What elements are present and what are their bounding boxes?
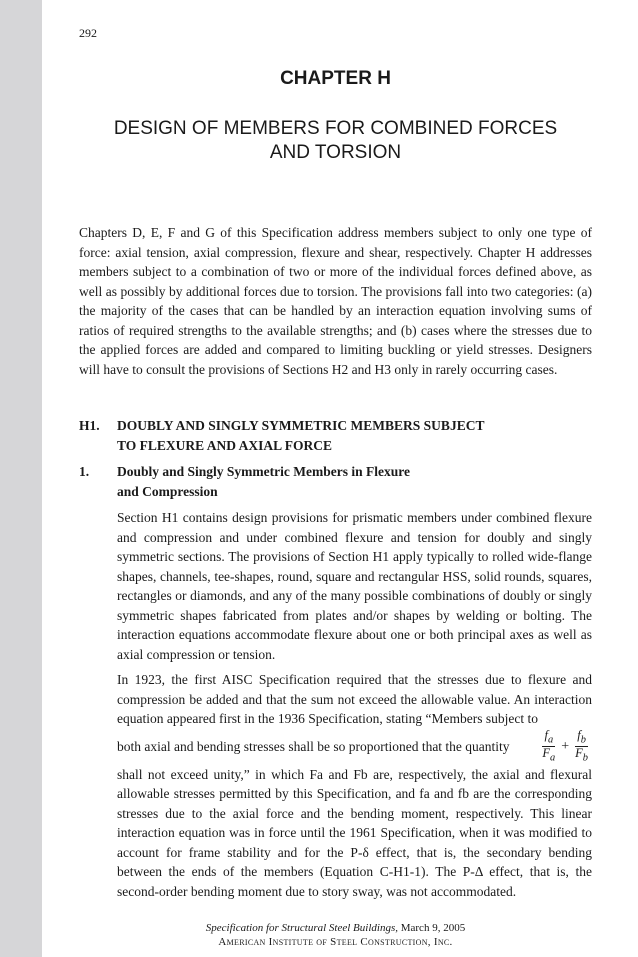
footer-date: March 9, 2005 [400,922,466,934]
section-h1-number: H1. [79,418,100,433]
footer-citation [79,921,592,935]
section-1-heading [79,462,592,502]
paragraph-history-part2: shall not exceed unity,” in which Fa and Fb are, respectively, the axial and flexural allowable stresses permitted by this Specification, and fa and fb are the corresponding stresses due to the axial force and the bending moment, respectively. This linear interaction equation was in force until the 1961 Specification, when it was modified to account for frame stability and for the P-δ effect, that is, the secondary bending between the ends of the members (Equation C-H1-1). The P-Δ effect, that is, the second-order bending moment due to story sway, was not accommodated. [117,766,592,899]
interaction-formula [540,729,590,765]
chapter-title: CHAPTER H [280,68,391,89]
page-margin-bar [0,0,42,957]
chapter-subtitle-line1: DESIGN OF MEMBERS FOR COMBINED FORCES [113,118,558,139]
footer-spec-title: Specification for Structural Steel Buildings, [205,922,398,934]
paragraph-section-h1: Section H1 contains design provisions for prismatic members under combined flexure and compression and under combined flexure and tension for doubly and singly symmetric sections. The provisions of Section H1 apply typically to rolled wide-flange shapes, channels, tee-shapes, round, square and rectangular HSS, solid rounds, squares, rectangles or diamonds, and any of the many possible combinations of doubly or singly symmetric shapes fabricated from plates and/or shapes by welding or bolting. The interaction equations accommodate flexure about one or both principal axes as well as axial compression or tension. [117,510,592,662]
section-1-title-line1: Doubly and Singly Symmetric Members in Flexure [117,464,410,479]
footer-organization: American Institute of Steel Construction, Inc. [218,936,453,948]
page-number: 292 [79,26,97,40]
section-1-title-line2: and Compression [117,484,218,499]
chapter-subtitle [79,117,592,165]
chapter-subtitle-line2: AND TORSION [269,142,402,163]
formula-lead-text: both axial and bending stresses shall be so proportioned that the quantity [117,738,510,754]
section-1-number: 1. [79,464,90,479]
fraction-fa-over-Fa: $\frac{f_a}{F_a}$ [542,727,556,764]
intro-paragraph: Chapters D, E, F and G of this Specification address members subject to only one type of force: axial tension, axial compression, flexure and shear, respectively. Chapter H addresses members subject to a combination of two or more of the individual forces defined above, as well as possibly by additional forces due to torsion. The provisions fall into two categories: (a) the majority of the cases that can be handled by an interaction equation involving sums of ratios of required strengths to the available strengths; and (b) cases where the stresses due to the applied forces are added and compared to limiting buckling or yield stresses. Designers will have to consult the provisions of Sections H2 and H3 only in rarely occurring cases. [79,225,592,377]
fraction-fb-over-Fb: $\frac{f_b}{F_b}$ [575,727,588,764]
paragraph-history-part1: In 1923, the first AISC Specification required that the stresses due to flexure and compression be added and that the sum not exceed the allowable value. An interaction equation appeared first in the 1936 Specification, stating “Members subject to [117,672,592,726]
section-h1-title-line1: DOUBLY AND SINGLY SYMMETRIC MEMBERS SUBJECT [117,418,485,433]
page-footer [79,921,592,949]
plus-sign: + [561,738,570,754]
paragraph-history [117,670,592,901]
section-h1-heading [79,416,592,456]
formula-line [117,729,592,765]
section-h1-title-line2: TO FLEXURE AND AXIAL FORCE [117,438,333,453]
